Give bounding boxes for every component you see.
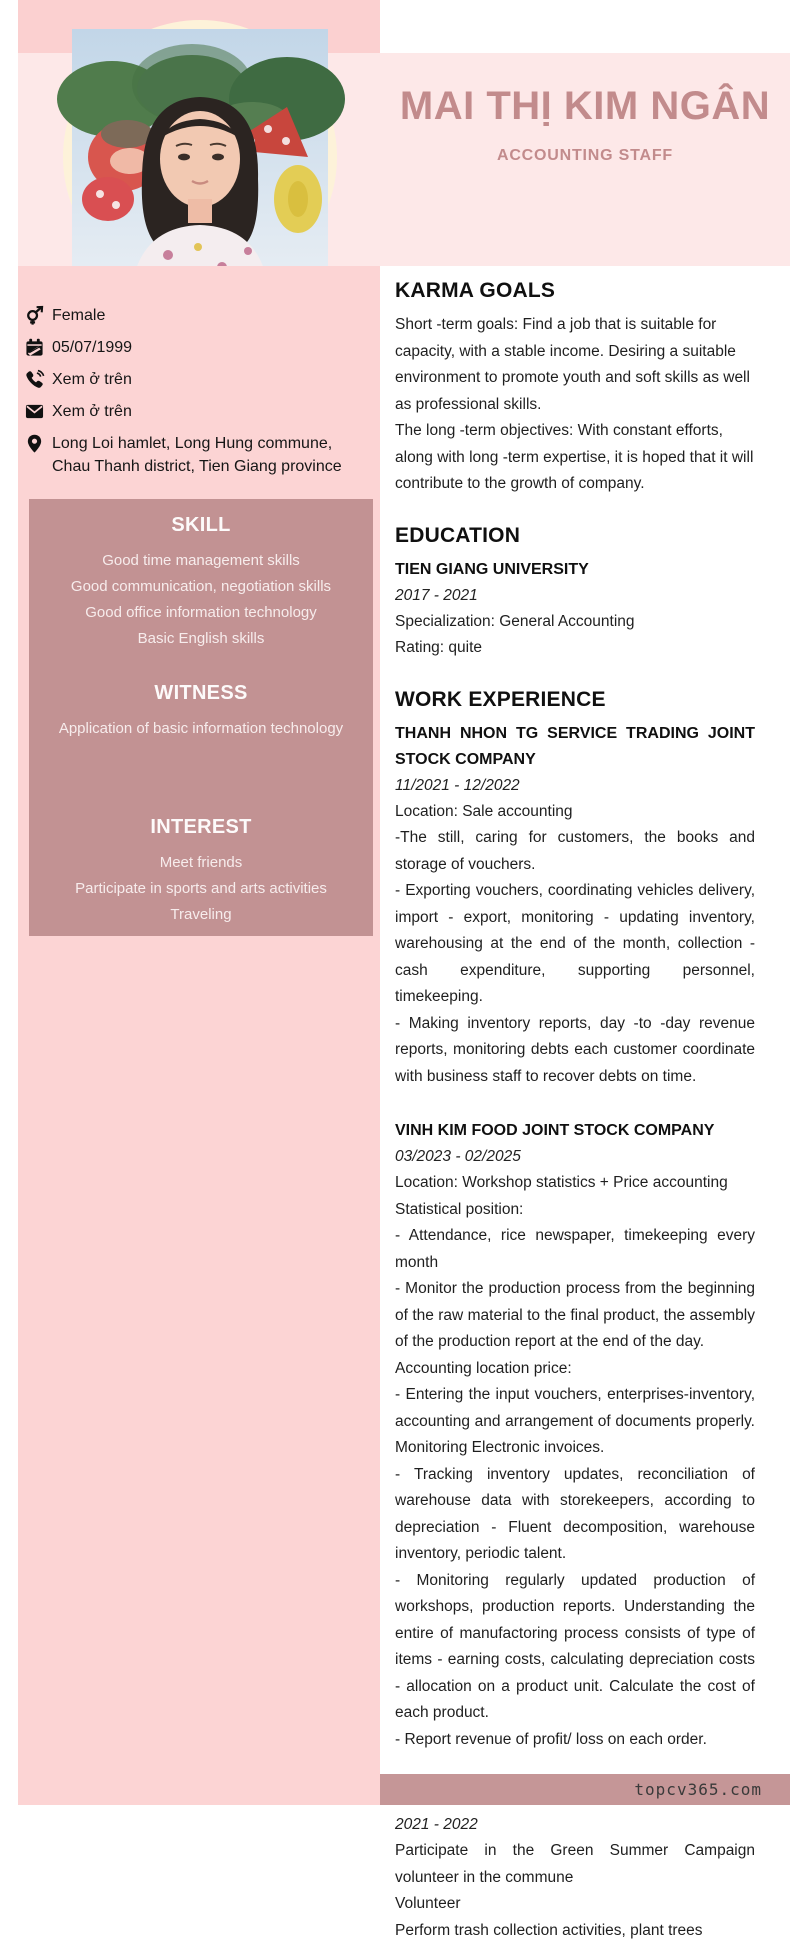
info-email: Xem ở trên bbox=[52, 400, 132, 423]
education-line: Rating: quite bbox=[395, 635, 755, 662]
job-company: THANH NHON TG SERVICE TRADING JOINT STOCK COMPANY bbox=[395, 721, 755, 773]
activities-line: Perform trash collection activities, plant trees bbox=[395, 1918, 755, 1944]
job-line: Location: Workshop statistics + Price accounting bbox=[395, 1170, 755, 1197]
profile-photo bbox=[72, 29, 328, 285]
job-line: - Monitoring regularly updated production of workshops, production reports. Understanding the entire of manufactoring process consists of type of items - earning costs, calculating depreciation costs - allocation on a product unit. Calculate the cost of each product. bbox=[395, 1568, 755, 1727]
activities-period: 2021 - 2022 bbox=[395, 1812, 755, 1838]
info-gender: Female bbox=[52, 304, 105, 327]
info-row-phone bbox=[25, 368, 372, 391]
phone-icon bbox=[25, 370, 44, 389]
interest-item: Traveling bbox=[41, 902, 361, 928]
info-address: Long Loi hamlet, Long Hung commune, Chau Thanh district, Tien Giang province bbox=[52, 432, 372, 478]
witness-section-title: WITNESS bbox=[41, 682, 361, 705]
witness-item: Application of basic information technology bbox=[41, 716, 361, 742]
job-line: - Making inventory reports, day -to -day revenue reports, monitoring debts each customer coordinate with business staff to recover debts on time. bbox=[395, 1011, 755, 1091]
info-row-address bbox=[25, 432, 372, 478]
job-company: VINH KIM FOOD JOINT STOCK COMPANY bbox=[395, 1118, 755, 1144]
job-entry bbox=[395, 721, 755, 1091]
interest-section-title: INTEREST bbox=[41, 816, 361, 839]
job-line: - Exporting vouchers, coordinating vehicles delivery, import - export, monitoring - updating inventory, warehousing at the end of the month, collection - cash expenditure, supporting personnel, timekeeping. bbox=[395, 878, 755, 1011]
skill-item: Good communication, negotiation skills bbox=[41, 574, 361, 600]
job-line: - Entering the input vouchers, enterprises-inventory, accounting and arrangement of documents properly. Monitoring Electronic invoices. bbox=[395, 1382, 755, 1462]
sidebar-skills-box bbox=[29, 499, 373, 936]
job-period: 03/2023 - 02/2025 bbox=[395, 1144, 755, 1170]
main-content bbox=[380, 266, 790, 1944]
karma-paragraph: Short -term goals: Find a job that is suitable for capacity, with a stable income. Desiring a suitable environment to promote youth and soft skills as well as professional skills. bbox=[395, 312, 755, 418]
job-period: 11/2021 - 12/2022 bbox=[395, 773, 755, 799]
activities-line: Volunteer bbox=[395, 1891, 755, 1918]
mail-icon bbox=[25, 402, 44, 421]
watermark-text: topcv365.com bbox=[634, 1780, 762, 1799]
calendar-icon bbox=[25, 338, 44, 357]
karma-paragraph: The long -term objectives: With constant efforts, along with long -term expertise, it is hoped that it will contribute to the growth of company. bbox=[395, 418, 755, 498]
job-line: - Tracking inventory updates, reconciliation of warehouse data with storekeepers, according to depreciation - Fluent decomposition, warehouse inventory, periodic talent. bbox=[395, 1462, 755, 1568]
skill-item: Good office information technology bbox=[41, 600, 361, 626]
interest-item: Participate in sports and arts activities bbox=[41, 876, 361, 902]
education-school: TIEN GIANG UNIVERSITY bbox=[395, 557, 755, 583]
job-line: - Attendance, rice newspaper, timekeeping every month bbox=[395, 1223, 755, 1276]
section-work-experience bbox=[395, 688, 755, 1754]
gender-icon bbox=[25, 306, 44, 325]
sidebar bbox=[18, 266, 380, 1805]
job-entry bbox=[395, 1118, 755, 1753]
skill-item: Basic English skills bbox=[41, 626, 361, 652]
section-education bbox=[395, 524, 755, 662]
info-phone: Xem ở trên bbox=[52, 368, 132, 391]
profile-info-list bbox=[25, 304, 372, 487]
section-karma-goals bbox=[395, 279, 755, 498]
location-icon bbox=[25, 434, 44, 453]
job-line: Accounting location price: bbox=[395, 1356, 755, 1383]
info-row-email bbox=[25, 400, 372, 423]
activities-line: Participate in the Green Summer Campaign volunteer in the commune bbox=[395, 1838, 755, 1891]
skill-item: Good time management skills bbox=[41, 548, 361, 574]
job-line: - Monitor the production process from the beginning of the raw material to the final product, the assembly of the production report at the end of the day. bbox=[395, 1276, 755, 1356]
person-job-title: ACCOUNTING STAFF bbox=[380, 147, 790, 165]
section-title: KARMA GOALS bbox=[395, 279, 755, 303]
avatar bbox=[63, 20, 337, 294]
info-birthday: 05/07/1999 bbox=[52, 336, 132, 359]
education-period: 2017 - 2021 bbox=[395, 583, 755, 609]
person-name: MAI THỊ KIM NGÂN bbox=[380, 78, 790, 134]
watermark-bar bbox=[380, 1774, 790, 1805]
header-name-block bbox=[380, 78, 790, 165]
skill-section-title: SKILL bbox=[41, 514, 361, 537]
job-line: -The still, caring for customers, the books and storage of vouchers. bbox=[395, 825, 755, 878]
section-title: EDUCATION bbox=[395, 524, 755, 548]
info-row-gender bbox=[25, 304, 372, 327]
job-line: - Report revenue of profit/ loss on each order. bbox=[395, 1727, 755, 1754]
education-line: Specialization: General Accounting bbox=[395, 609, 755, 636]
job-line: Statistical position: bbox=[395, 1197, 755, 1224]
info-row-birthday bbox=[25, 336, 372, 359]
interest-item: Meet friends bbox=[41, 850, 361, 876]
job-line: Location: Sale accounting bbox=[395, 799, 755, 826]
section-title: WORK EXPERIENCE bbox=[395, 688, 755, 712]
